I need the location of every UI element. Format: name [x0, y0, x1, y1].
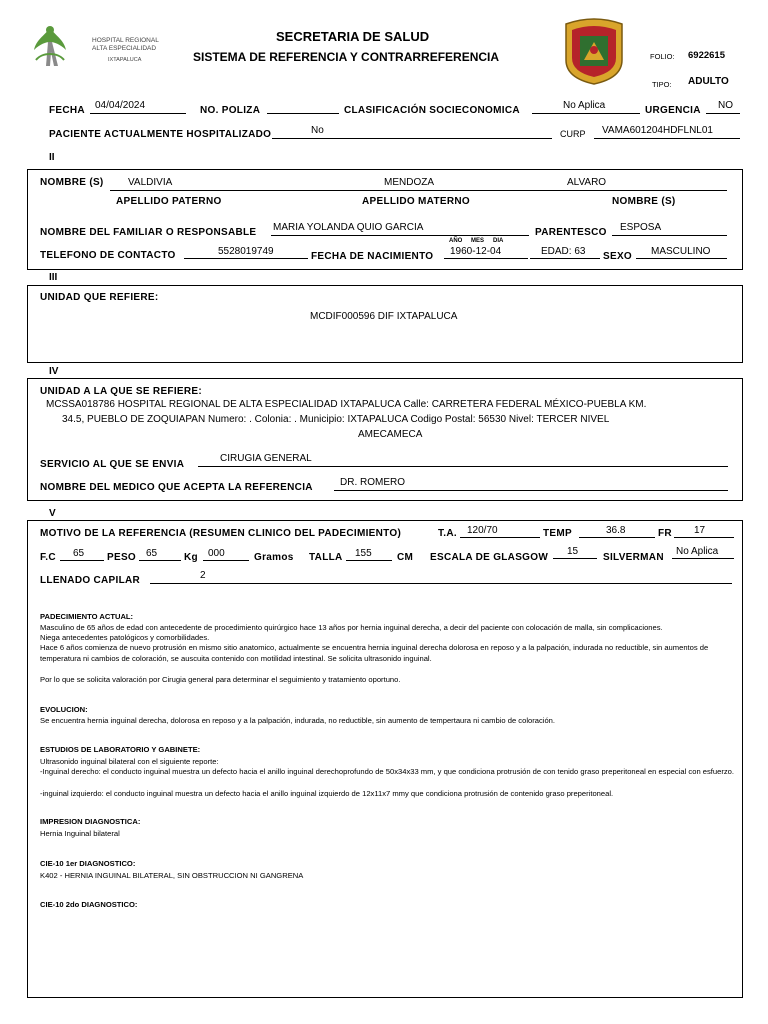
apellido-paterno-label: APELLIDO PATERNO [116, 196, 222, 207]
fr-label: FR [658, 528, 672, 539]
fc-value: 65 [73, 548, 85, 559]
gramos-label: Gramos [254, 552, 294, 563]
fecha-value: 04/04/2024 [95, 100, 146, 111]
temp-line [579, 537, 655, 538]
telefono-label: TELEFONO DE CONTACTO [40, 250, 176, 261]
hospital-logo [30, 22, 170, 72]
curp-line [594, 138, 740, 139]
fnac-label: FECHA DE NACIMIENTO [311, 251, 434, 262]
seal-icon [560, 16, 628, 86]
unidad-refiere-label: UNIDAD QUE REFIERE: [40, 292, 159, 303]
curp-value: VAMA601204HDFLNL01 [602, 125, 713, 136]
temp-label: TEMP [543, 528, 572, 539]
fnac-mes-label: MES [471, 238, 485, 244]
section-v-numeral: V [49, 508, 56, 519]
unidad-destino-line3: AMECAMECA [358, 429, 423, 440]
familiar-label: NOMBRE DEL FAMILIAR O RESPONSABLE [40, 227, 257, 238]
unidad-destino-line1: MCSSA018786 HOSPITAL REGIONAL DE ALTA ESPECIALIDAD IXTAPALUCA Calle: CARRETERA FEDERAL MÉXICO-PUEBLA KM. [46, 399, 647, 410]
logo-text-line1: HOSPITAL REGIONAL [92, 37, 159, 44]
curp-label: CURP [560, 129, 586, 139]
hospitalizado-label: PACIENTE ACTUALMENTE HOSPITALIZADO [49, 129, 272, 140]
page-title: SECRETARIA DE SALUD [276, 29, 430, 44]
medico-value: DR. ROMERO [340, 477, 405, 488]
sexo-value: MASCULINO [651, 246, 711, 257]
medico-label: NOMBRE DEL MEDICO QUE ACEPTA LA REFERENCIA [40, 482, 313, 493]
fr-value: 17 [694, 525, 706, 536]
fnac-ano-label: AÑO [449, 238, 463, 244]
fc-line [60, 560, 104, 561]
estudios-p1: Ultrasonido inguinal bilateral con el siguiente reporte: [40, 757, 219, 766]
servicio-label: SERVICIO AL QUE SE ENVIA [40, 459, 185, 470]
apellido-paterno-value: VALDIVIA [128, 177, 173, 188]
kg-label: Kg [184, 552, 198, 563]
unidad-refiere-value: MCDIF000596 DIF IXTAPALUCA [310, 311, 458, 322]
estudios-p2: -Inguinal derecho: el conducto inguinal muestra un defecto hacia el anillo inguinal derechoprofundo de 50x34x33 mm, y que condiciona protrusión de con tenido graso preperitoneal en especial con esfuerzo. [40, 767, 735, 776]
tipo-label: TIPO: [652, 80, 672, 89]
peso-label: PESO [107, 552, 136, 563]
sexo-label: SEXO [603, 251, 632, 262]
apellido-materno-label: APELLIDO MATERNO [362, 196, 470, 207]
urgencia-label: URGENCIA [645, 105, 701, 116]
llenado-label: LLENADO CAPILAR [40, 575, 141, 586]
section-ii-numeral: II [49, 152, 55, 163]
parentesco-line [612, 235, 727, 236]
edad-value: EDAD: 63 [541, 246, 586, 257]
padecimiento-heading: PADECIMIENTO ACTUAL: [40, 612, 134, 621]
ta-line [460, 537, 540, 538]
servicio-line [198, 466, 728, 467]
hospital-logo-icon [30, 22, 70, 70]
peso-value: 65 [146, 548, 158, 559]
nombres-label: NOMBRE (S) [612, 196, 676, 207]
apellido-materno-value: MENDOZA [384, 177, 434, 188]
telefono-value: 5528019749 [218, 246, 274, 257]
edad-line [530, 258, 600, 259]
cm-label: CM [397, 552, 414, 563]
cie1-p1: K402 - HERNIA INGUINAL BILATERAL, SIN OBSTRUCCION NI GANGRENA [40, 871, 304, 880]
fecha-label: FECHA [49, 105, 85, 116]
cie2-heading: CIE-10 2do DIAGNOSTICO: [40, 900, 138, 909]
state-seal [560, 16, 628, 86]
glasgow-line [553, 558, 597, 559]
ta-label: T.A. [438, 528, 457, 539]
logo-text-line2: ALTA ESPECIALIDAD [92, 45, 157, 52]
fr-line [674, 537, 734, 538]
parentesco-value: ESPOSA [620, 222, 662, 233]
padecimiento-p2: Niega antecedentes patológicos y comorbilidades. [40, 633, 210, 642]
glasgow-value: 15 [567, 546, 579, 557]
sexo-line [636, 258, 727, 259]
silverman-value: No Aplica [676, 546, 719, 557]
llenado-value: 2 [200, 570, 206, 581]
llenado-line [150, 583, 732, 584]
gramos-value: 000 [208, 548, 225, 559]
silverman-label: SILVERMAN [603, 552, 664, 563]
estudios-heading: ESTUDIOS DE LABORATORIO Y GABINETE: [40, 745, 201, 754]
urgencia-value: NO [718, 100, 733, 111]
servicio-value: CIRUGIA GENERAL [220, 453, 312, 464]
familiar-line [271, 235, 529, 236]
talla-value: 155 [355, 548, 372, 559]
glasgow-label: ESCALA DE GLASGOW [430, 552, 549, 563]
urgencia-line [706, 113, 740, 114]
page-subtitle: SISTEMA DE REFERENCIA Y CONTRARREFERENCIA [193, 50, 500, 64]
folio-label: FOLIO: [650, 52, 675, 61]
hospitalizado-value: No [311, 125, 324, 136]
clasif-line [532, 113, 640, 114]
fc-label: F.C [40, 552, 56, 563]
talla-line [346, 560, 392, 561]
poliza-label: NO. POLIZA [200, 105, 261, 116]
folio-value: 6922615 [688, 50, 725, 61]
peso-line [139, 560, 181, 561]
unidad-destino-label: UNIDAD A LA QUE SE REFIERE: [40, 386, 202, 397]
cie1-heading: CIE-10 1er DIAGNOSTICO: [40, 859, 136, 868]
logo-text-line3: IXTAPALUCA [108, 57, 142, 63]
evolucion-heading: EVOLUCION: [40, 705, 88, 714]
poliza-line [267, 113, 339, 114]
padecimiento-p3: Hace 6 años comienza de nuevo protrusión en mismo sitio anatomico, actualmente se encuentra hernia inguinal derecha dolorosa en reposo y a la palpación, indurada no reductible, sin aumentos de temperatura ni cambios de coloración, se auscuita contenido con motilidad intestinal. Se solicita ultrasonido inguinal. [40, 643, 709, 663]
padecimiento-p1: Masculino de 65 años de edad con antecedente de procedimiento quirúrgico hace 13 años por hernia inguinal derecha, a decir del paciente con colocación de malla, sin complicaciones. [40, 623, 663, 632]
fnac-line [444, 258, 528, 259]
fnac-value: 1960-12-04 [450, 246, 502, 257]
nombre-line [110, 190, 727, 191]
fecha-line [90, 113, 186, 114]
impresion-p1: Hernia Inguinal bilateral [40, 829, 120, 838]
evolucion-p1: Se encuentra hernia inguinal derecha, dolorosa en reposo y a la palpación, indurada, no reductible, sin aumento de tempertaura ni cambio de coloración. [40, 716, 556, 725]
clasif-value: No Aplica [563, 100, 606, 111]
impresion-heading: IMPRESION DIAGNOSTICA: [40, 817, 141, 826]
gramos-line [203, 560, 249, 561]
telefono-line [184, 258, 308, 259]
motivo-label: MOTIVO DE LA REFERENCIA (RESUMEN CLINICO DEL PADECIMIENTO) [40, 528, 402, 539]
section-iii-numeral: III [49, 272, 58, 283]
fnac-dia-label: DIA [493, 238, 504, 244]
talla-label: TALLA [309, 552, 343, 563]
silverman-line [672, 558, 734, 559]
tipo-value: ADULTO [688, 76, 729, 87]
medico-line [334, 490, 728, 491]
estudios-p3: -inguinal izquierdo: el conducto inguinal muestra un defecto hacia el anillo inguinal izquierdo de 12x11x7 mmy que condiciona protrusión de contenido graso preperitoneal. [40, 789, 614, 798]
clasif-label: CLASIFICACIÓN SOCIECONOMICA [344, 105, 520, 116]
hospitalizado-line [272, 138, 552, 139]
parentesco-label: PARENTESCO [535, 227, 607, 238]
unidad-destino-line2: 34.5, PUEBLO DE ZOQUIAPAN Numero: . Colonia: . Municipio: IXTAPALUCA Codigo Postal: 56530 Nivel: TERCER NIVEL [62, 414, 610, 425]
familiar-value: MARIA YOLANDA QUIO GARCIA [273, 222, 424, 233]
padecimiento-p4: Por lo que se solicita valoración por Cirugia general para determinar el seguimiento y tratamiento oportuno. [40, 675, 401, 684]
nombre-value: ALVARO [567, 177, 607, 188]
temp-value: 36.8 [606, 525, 626, 536]
nombre-label: NOMBRE (S) [40, 177, 104, 188]
ta-value: 120/70 [467, 525, 498, 536]
section-iv-numeral: IV [49, 366, 59, 377]
